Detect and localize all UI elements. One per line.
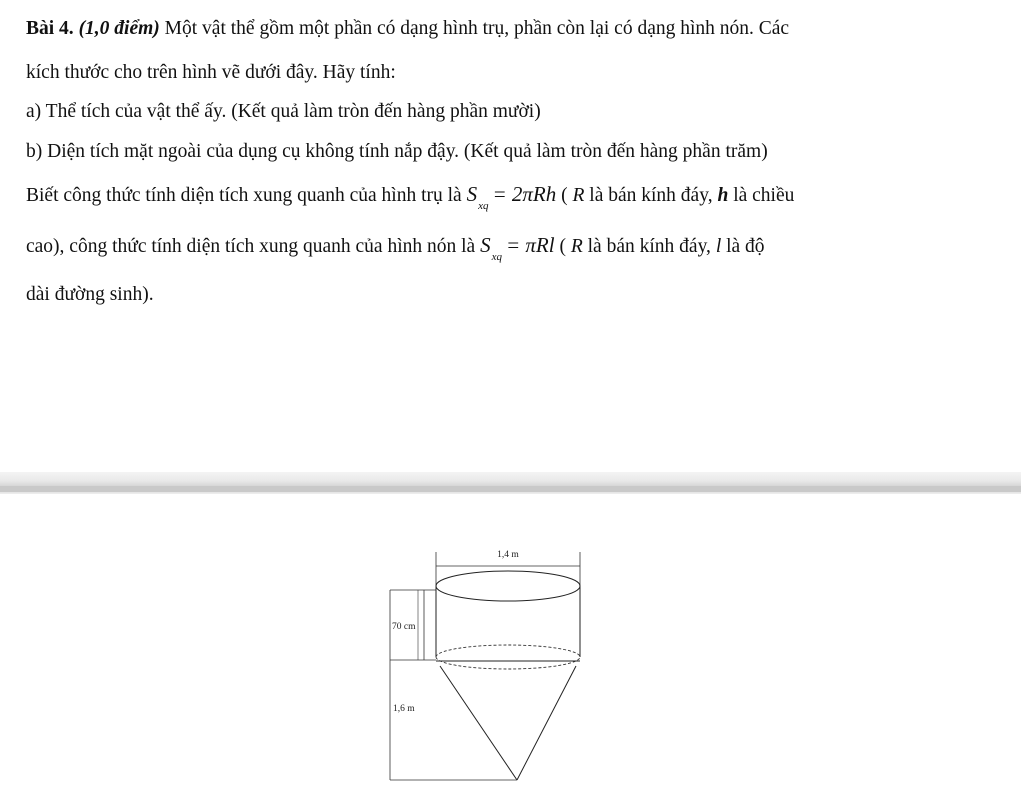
formula-cone-s: S bbox=[480, 233, 491, 257]
cylinder-height-label: 70 cm bbox=[392, 622, 416, 632]
formula-cone-rhs: = πRl bbox=[505, 233, 555, 257]
total-height-label: 1,6 m bbox=[393, 704, 415, 714]
formula-cone-suffix-2: là bán kính đáy, bbox=[582, 236, 716, 257]
page-divider-shadow bbox=[0, 486, 1021, 492]
problem-heading: Bài 4. bbox=[26, 18, 74, 39]
formula-cone-r: R bbox=[570, 236, 583, 257]
formula-cyl-suffix-2: là bán kính đáy, bbox=[584, 185, 718, 206]
problem-intro-1: Một vật thể gồm một phần có dạng hình trụ, phần còn lại có dạng hình nón. Các bbox=[159, 18, 790, 39]
formula-cone-line bbox=[26, 233, 765, 263]
formula-cone-sub: xq bbox=[491, 251, 502, 263]
formula-cyl-suffix-1: ( bbox=[556, 185, 573, 206]
formula-cyl-rhs: = 2πRh bbox=[492, 182, 557, 206]
diameter-label: 1,4 m bbox=[497, 550, 519, 560]
part-a: a) Thể tích của vật thể ấy. (Kết quả làm tròn đến hàng phần mười) bbox=[26, 101, 541, 122]
part-b: b) Diện tích mặt ngoài của dụng cụ không tính nắp đậy. (Kết quả làm tròn đến hàng phần trăm) bbox=[26, 141, 768, 162]
formula-cyl-r: R bbox=[572, 185, 585, 206]
problem-points: (1,0 điểm) bbox=[78, 18, 160, 39]
formula-cyl-prefix: Biết công thức tính diện tích xung quanh của hình trụ là bbox=[26, 185, 467, 206]
cylinder-cone-figure bbox=[380, 540, 600, 785]
cylinder-top-ellipse bbox=[436, 571, 580, 601]
problem-intro-2: kích thước cho trên hình vẽ dưới đây. Hãy tính: bbox=[26, 62, 396, 83]
formula-cyl-sub: xq bbox=[478, 200, 489, 212]
formula-end: dài đường sinh). bbox=[26, 284, 154, 305]
formula-cone-suffix-3: là độ bbox=[721, 236, 765, 257]
problem-line-1 bbox=[26, 18, 789, 40]
cylinder-bottom-back bbox=[436, 645, 580, 657]
cone-right-side bbox=[517, 666, 576, 780]
formula-cylinder-line bbox=[26, 182, 795, 212]
formula-cone-suffix-1: ( bbox=[554, 236, 571, 257]
formula-cyl-h: h bbox=[717, 185, 729, 206]
formula-cyl-suffix-3: là chiều bbox=[728, 185, 795, 206]
formula-cone-prefix: cao), công thức tính diện tích xung quanh của hình nón là bbox=[26, 236, 481, 257]
formula-cone-l: l bbox=[715, 236, 722, 257]
cylinder-bottom-front bbox=[436, 657, 580, 669]
formula-cyl-s: S bbox=[466, 182, 478, 206]
cone-left-side bbox=[440, 666, 517, 780]
